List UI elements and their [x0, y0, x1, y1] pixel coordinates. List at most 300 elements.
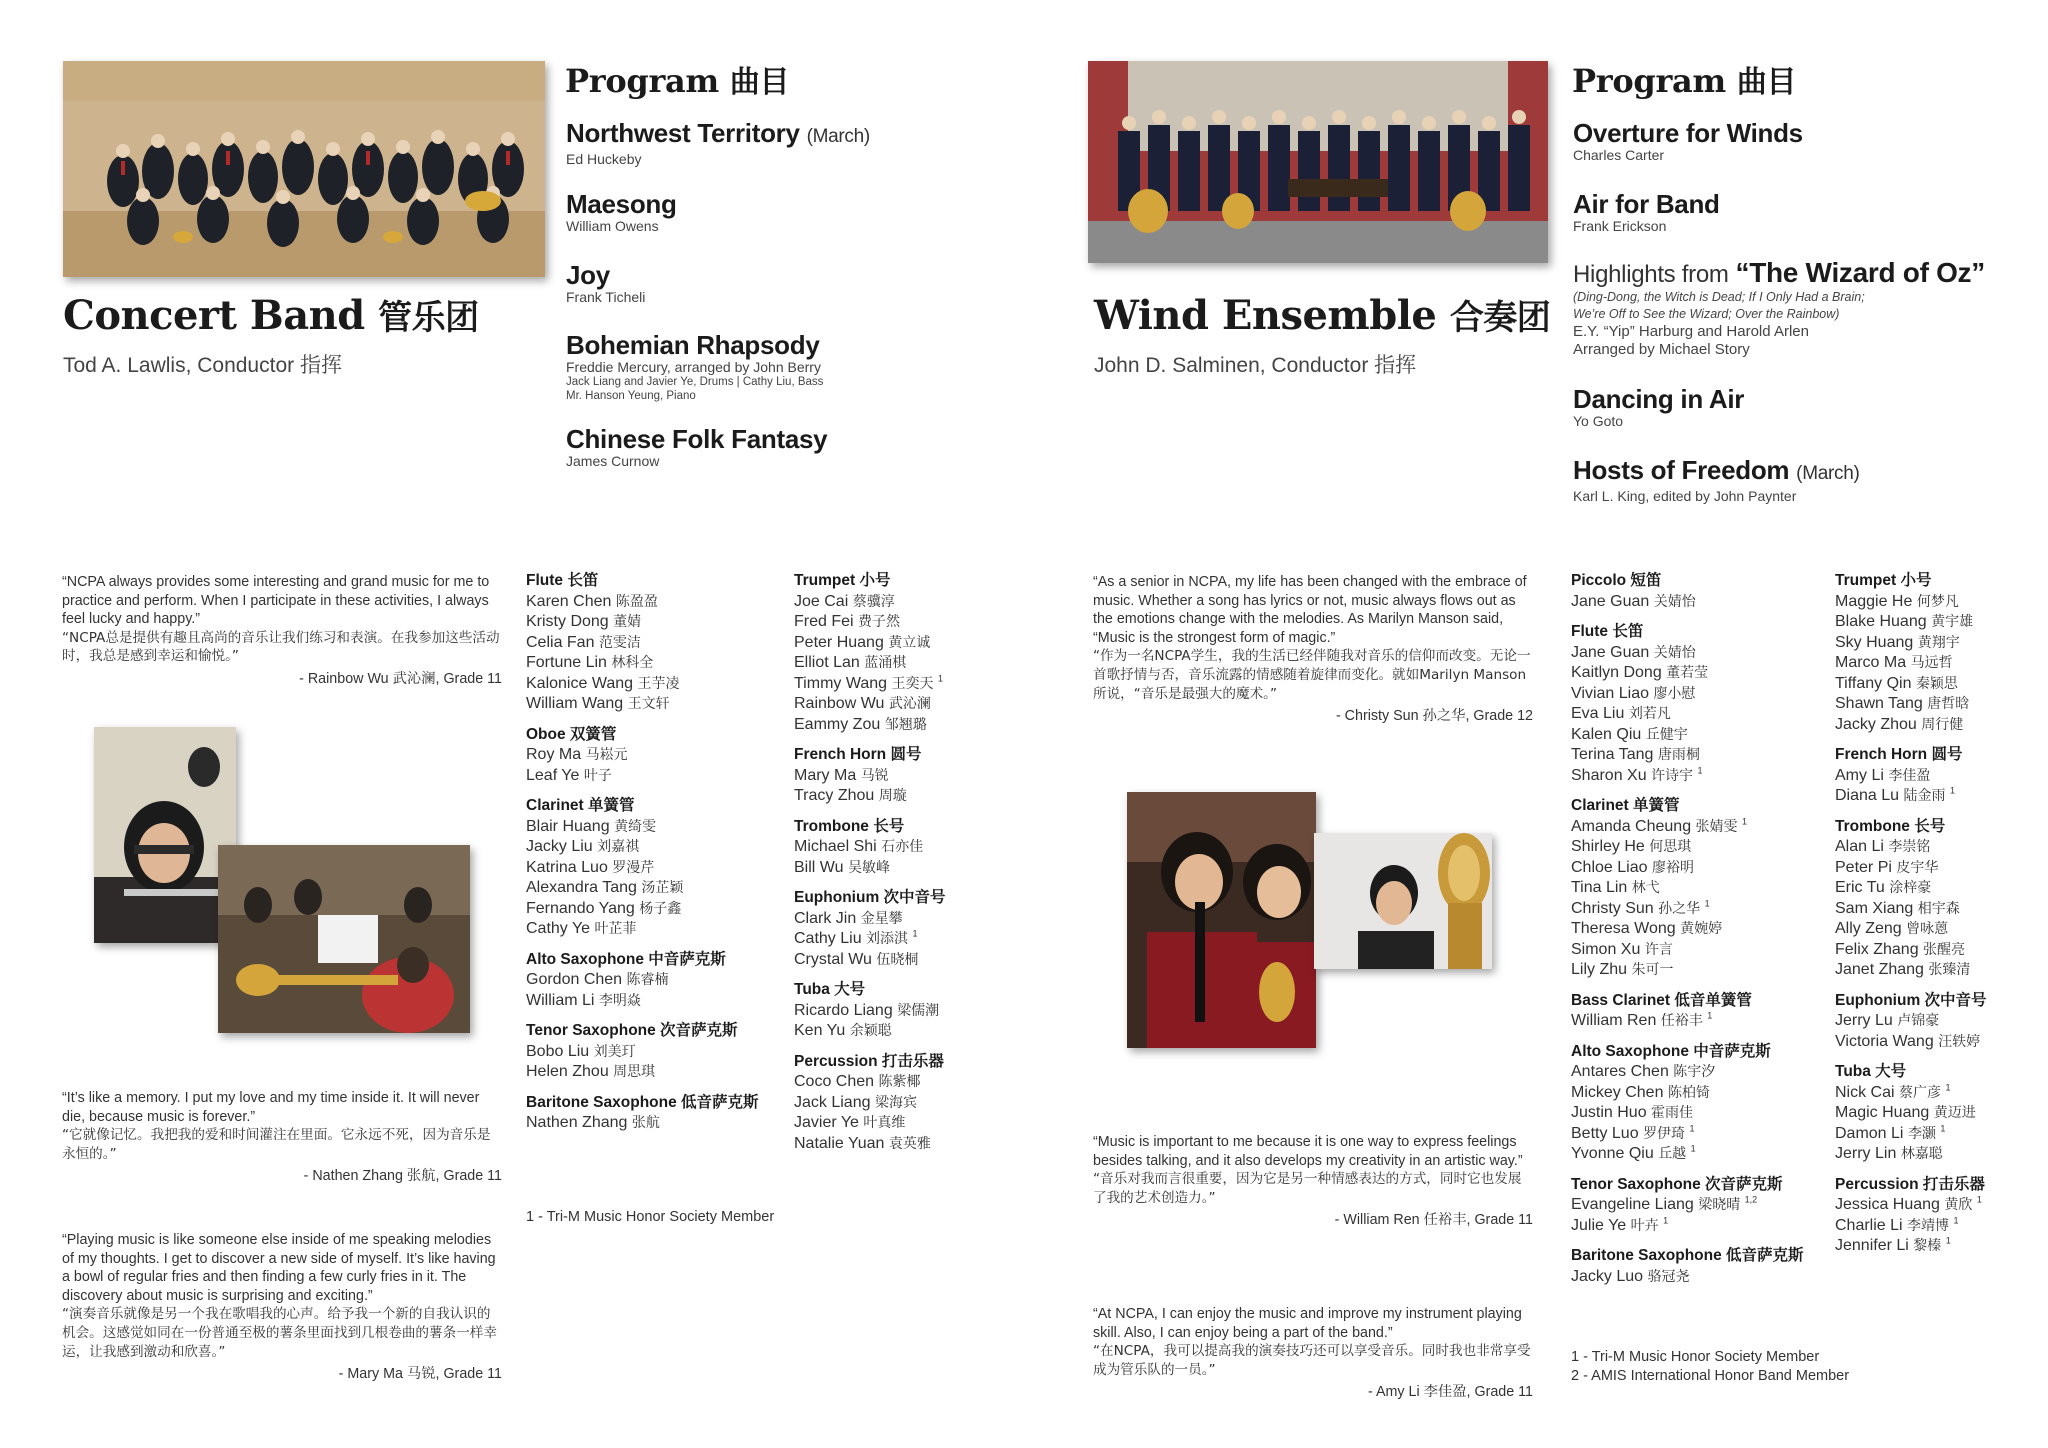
- instrument-heading: French Horn 圆号: [794, 746, 922, 763]
- member-name: Jessica Huang: [1835, 1196, 1940, 1213]
- member-name-zh: 张醒亮: [1923, 941, 1966, 958]
- honor-footnote-marker: 1: [1953, 1215, 1959, 1226]
- member-name-zh: 叶卉: [1630, 1217, 1659, 1234]
- member-name-zh: 王文轩: [627, 696, 670, 712]
- member-name: Cathy Liu: [794, 930, 862, 947]
- member-name: Chloe Liao: [1571, 858, 1648, 876]
- instrument-heading: Tenor Saxophone 次音萨克斯: [1571, 1175, 1783, 1193]
- member-name: Blake Huang: [1835, 613, 1927, 630]
- member-entry: [794, 1001, 1054, 1022]
- piece-suffix: (March): [806, 126, 870, 147]
- member-name: Rainbow Wu: [794, 695, 885, 712]
- member-name-zh: 梁儒潮: [897, 1002, 940, 1019]
- honor-footnote-marker: 1: [1945, 1082, 1951, 1093]
- wind-program-heading: [1572, 57, 1796, 101]
- member-entry: [1571, 899, 1831, 920]
- honor-footnote-marker: 1: [1704, 898, 1710, 909]
- member-entry: [1835, 858, 2045, 879]
- wind-footnote-2: 2 - AMIS International Honor Band Member: [1571, 1368, 1850, 1384]
- member-name-zh: 王奕天: [891, 675, 934, 692]
- wind-piece-3: [1573, 259, 1985, 359]
- member-entry: [1835, 1236, 2045, 1257]
- piece-title: Chinese Folk Fantasy: [566, 424, 828, 454]
- wind-ensemble-conductor: John D. Salminen, Conductor 指挥: [1094, 354, 1417, 377]
- roster-section: [526, 571, 786, 715]
- member-entry: [1571, 1267, 1831, 1288]
- member-name-zh: 周行健: [1921, 716, 1964, 733]
- member-name-zh: 相宇森: [1917, 900, 1960, 917]
- member-name-zh: 霍雨佳: [1651, 1105, 1694, 1121]
- member-name-zh: 关婧怡: [1653, 593, 1696, 610]
- quote-english: “It’s like a memory. I put my love and my time inside it. It will never die, because music is forever.”: [62, 1090, 480, 1125]
- member-name-zh: 廖裕明: [1651, 859, 1694, 876]
- honor-footnote-marker: 1: [1689, 1123, 1695, 1134]
- member-entry: [794, 837, 1054, 858]
- instrument-heading: Bass Clarinet 低音单簧管: [1571, 991, 1752, 1009]
- member-name: Jane Guan: [1571, 643, 1650, 661]
- member-entry: [1571, 1144, 1831, 1165]
- member-name: Sharon Xu: [1571, 766, 1647, 784]
- member-name-zh: 丘健宇: [1645, 726, 1688, 743]
- member-name-zh: 李明焱: [598, 992, 641, 1009]
- member-entry: [794, 653, 1054, 674]
- piece-title: Joy: [566, 260, 610, 290]
- member-name: Roy Ma: [526, 746, 582, 763]
- member-name-zh: 蓝涌棋: [864, 655, 907, 671]
- member-name: Peter Huang: [794, 633, 884, 651]
- member-name: Peter Pi: [1835, 858, 1892, 876]
- quote-chinese: “在NCPA，我可以提高我的演奏技巧还可以享受音乐。同时我也非常享受成为管乐队的一员。”: [1093, 1343, 1531, 1378]
- roster-section: [526, 796, 786, 940]
- member-name-zh: 汤芷颖: [641, 880, 684, 896]
- wind-quote-2: [1093, 1133, 1533, 1230]
- instrument-heading: Alto Saxophone 中音萨克斯: [526, 950, 726, 968]
- member-name: Amanda Cheung: [1571, 817, 1692, 835]
- member-name: Justin Huo: [1571, 1104, 1647, 1121]
- member-entry: [526, 837, 786, 858]
- instrument-heading: Piccolo 短笛: [1571, 572, 1662, 589]
- member-name: Ken Yu: [794, 1022, 846, 1039]
- member-name-zh: 袁英雅: [888, 1135, 931, 1152]
- member-entry: [1571, 1195, 1831, 1216]
- member-name-zh: 周思琪: [613, 1064, 656, 1080]
- member-entry: [1571, 878, 1831, 899]
- piece-composer: Karl L. King, edited by John Paynter: [1573, 488, 1797, 504]
- roster-section: [794, 571, 1054, 735]
- piece-title: [1573, 259, 1985, 289]
- piece-composer: Frank Ticheli: [566, 289, 646, 305]
- quote-attribution: - Nathen Zhang 张航, Grade 11: [303, 1168, 502, 1185]
- wind-roster-col-1: [1571, 571, 1831, 1297]
- roster-section: [526, 950, 786, 1012]
- member-name: Helen Zhou: [526, 1063, 609, 1080]
- member-name-zh: 黎榛: [1913, 1238, 1942, 1254]
- concert-band-title: [63, 290, 479, 339]
- member-name-zh: 孙之华: [1658, 900, 1701, 917]
- member-name: Vivian Liao: [1571, 684, 1649, 702]
- member-name: Mary Ma: [794, 766, 857, 784]
- roster-section: [1571, 1042, 1831, 1165]
- member-entry: [1571, 725, 1831, 746]
- concert-band-title-en: Concert Band: [63, 292, 365, 339]
- member-name: Evangeline Liang: [1571, 1196, 1694, 1213]
- member-entry: [1835, 1032, 2045, 1053]
- member-entry: [794, 1072, 1054, 1093]
- piece-title: Dancing in Air: [1573, 384, 1745, 414]
- piece-title-main: “The Wizard of Oz”: [1735, 257, 1985, 288]
- member-name: Jennifer Li: [1835, 1237, 1909, 1254]
- quote-english: “Playing music is like someone else inside of me speaking melodies of my thoughts. I get to discover a new side of myself. It’s like having a bowl of regular fries and then finding a few curly fries in it. The discovery about music is surprising and exciting.”: [62, 1232, 496, 1304]
- piece-arranger: Arranged by Michael Story: [1573, 341, 1750, 358]
- roster-section: [794, 888, 1054, 970]
- member-entry: [1835, 1011, 2045, 1032]
- member-name-zh: 廖小慰: [1653, 685, 1696, 702]
- roster-section: [1571, 1246, 1831, 1287]
- roster-section: [1571, 796, 1831, 981]
- member-name-zh: 许言: [1644, 941, 1673, 958]
- wind-quote-3: [1093, 1305, 1533, 1402]
- member-name: Blair Huang: [526, 817, 610, 835]
- member-name: Elliot Lan: [794, 654, 860, 671]
- member-entry: [526, 694, 786, 715]
- piece-songs: We’re Off to See the Wizard; Over the Rainbow): [1573, 307, 1840, 321]
- member-entry: [794, 694, 1054, 715]
- member-name: Clark Jin: [794, 909, 857, 927]
- instrument-heading: Alto Saxophone 中音萨克斯: [1571, 1042, 1771, 1060]
- member-entry: [526, 970, 786, 991]
- honor-footnote-marker: 1: [1949, 785, 1955, 796]
- member-name-zh: 蔡广彦: [1899, 1084, 1942, 1101]
- member-name: Felix Zhang: [1835, 940, 1919, 958]
- honor-footnote-marker: 1: [937, 673, 943, 684]
- roster-section: [1835, 571, 2045, 735]
- instrument-heading: Trombone 长号: [1835, 817, 1946, 835]
- member-entry: [1835, 1144, 2045, 1165]
- member-entry: [526, 1113, 786, 1134]
- member-name: Bobo Liu: [526, 1042, 590, 1060]
- member-entry: [1835, 592, 2045, 613]
- member-name: Charlie Li: [1835, 1216, 1903, 1234]
- instrument-heading: Percussion 打击乐器: [1835, 1175, 1985, 1193]
- piece-credit: Mr. Hanson Yeung, Piano: [566, 390, 696, 402]
- member-entry: [794, 592, 1054, 613]
- member-entry: [1571, 1124, 1831, 1145]
- member-entry: [1835, 899, 2045, 920]
- instrument-heading: Percussion 打击乐器: [794, 1052, 944, 1070]
- member-name-zh: 马崧元: [585, 747, 628, 763]
- member-entry: [526, 1062, 786, 1083]
- member-name: Betty Luo: [1571, 1124, 1639, 1142]
- member-entry: [526, 674, 786, 695]
- honor-footnote-marker: 1,2: [1744, 1194, 1758, 1205]
- member-name-zh: 陈盈盈: [615, 593, 658, 610]
- concert-roster-col-1: [526, 571, 786, 1144]
- member-name: Lily Zhu: [1571, 961, 1628, 978]
- member-entry: [526, 858, 786, 879]
- member-name: Christy Sun: [1571, 899, 1654, 917]
- quote-attribution: - Christy Sun 孙之华, Grade 12: [1335, 708, 1533, 725]
- member-name: Ally Zeng: [1835, 920, 1902, 937]
- member-name: Jerry Lu: [1835, 1012, 1893, 1029]
- roster-section: [1571, 991, 1831, 1032]
- instrument-heading: Tenor Saxophone 次音萨克斯: [526, 1022, 738, 1039]
- member-name: Maggie He: [1835, 592, 1913, 610]
- roster-section: [1835, 1175, 2045, 1257]
- piece-title: Northwest Territory (March): [566, 118, 870, 148]
- member-name-zh: 蔡骥淳: [852, 593, 895, 610]
- member-entry: [1835, 715, 2045, 736]
- member-name: Amy Li: [1835, 766, 1884, 784]
- instrument-heading: Tuba 大号: [1835, 1063, 1907, 1080]
- concert-footnote: 1 - Tri-M Music Honor Society Member: [526, 1209, 775, 1225]
- concert-piece-3: [566, 261, 645, 305]
- roster-section: [1835, 1062, 2045, 1165]
- member-entry: [794, 1134, 1054, 1155]
- member-name: Katrina Luo: [526, 858, 608, 876]
- quote-chinese: “演奏音乐就像是另一个我在歌唱我的心声。给予我一个新的自我认识的机会。这感觉如同在一份普通至极的薯条里面找到几根卷曲的薯条一样幸运，让我感到激动和欣喜。”: [62, 1306, 497, 1360]
- member-name: Janet Zhang: [1835, 961, 1924, 978]
- member-name-zh: 董婧: [613, 614, 642, 630]
- member-name-zh: 秦颖思: [1915, 675, 1958, 692]
- piece-title-prefix: Highlights from: [1573, 261, 1729, 288]
- member-name: Eric Tu: [1835, 879, 1885, 896]
- member-entry: [1835, 674, 2045, 695]
- concert-band-group-photo: [63, 61, 545, 277]
- piece-songs: (Ding-Dong, the Witch is Dead; If I Only Had a Brain;: [1573, 290, 1865, 304]
- member-name-zh: 林嘉聪: [1900, 1146, 1943, 1162]
- member-entry: [794, 1113, 1054, 1134]
- member-entry: [1835, 653, 2045, 674]
- flute-player-photo: [94, 727, 236, 943]
- roster-section: [794, 745, 1054, 807]
- member-entry: [794, 1093, 1054, 1114]
- wind-quote-1: [1093, 573, 1533, 726]
- member-name-zh: 余颖聪: [849, 1023, 892, 1039]
- member-entry: [794, 612, 1054, 633]
- member-entry: [526, 919, 786, 940]
- clarinet-player-photo: [1127, 792, 1316, 1048]
- trombone-rehearsal-photo: [218, 845, 470, 1033]
- member-entry: [526, 745, 786, 766]
- member-name-zh: 叶芷菲: [594, 921, 637, 937]
- member-name: Diana Lu: [1835, 787, 1900, 804]
- instrument-heading: Baritone Saxophone 低音萨克斯: [526, 1093, 759, 1111]
- member-name: Cathy Ye: [526, 920, 591, 937]
- member-name: Kalen Qiu: [1571, 725, 1642, 743]
- member-entry: [1571, 766, 1831, 787]
- roster-section: [794, 980, 1054, 1042]
- member-name-zh: 唐雨桐: [1657, 747, 1700, 763]
- member-name: Julie Ye: [1571, 1216, 1627, 1234]
- member-name-zh: 唐哲晗: [1927, 696, 1970, 712]
- member-entry: [794, 674, 1054, 695]
- member-entry: [794, 950, 1054, 971]
- member-name: Theresa Wong: [1571, 920, 1676, 937]
- honor-footnote-marker: 1: [1697, 765, 1703, 776]
- member-name-zh: 叶真维: [863, 1115, 906, 1131]
- member-name-zh: 石亦佳: [881, 839, 924, 855]
- member-name: Leaf Ye: [526, 766, 580, 784]
- piece-credit: Jack Liang and Javier Ye, Drums | Cathy Liu, Bass: [566, 376, 824, 388]
- member-name: Alexandra Tang: [526, 879, 637, 896]
- member-name: Marco Ma: [1835, 654, 1907, 671]
- member-name: William Wang: [526, 695, 624, 712]
- member-name-zh: 汪轶婷: [1938, 1033, 1981, 1050]
- concert-piece-2: [566, 190, 677, 234]
- roster-section: [526, 1021, 786, 1083]
- member-name: Fred Fei: [794, 613, 854, 630]
- member-name-zh: 黄欣: [1944, 1197, 1973, 1213]
- member-entry: [1835, 837, 2045, 858]
- member-name-zh: 李灏: [1907, 1125, 1936, 1142]
- member-name: Eammy Zou: [794, 715, 881, 733]
- member-entry: [1835, 1103, 2045, 1124]
- member-name: Nick Cai: [1835, 1083, 1895, 1101]
- piece-composer: Freddie Mercury, arranged by John Berry: [566, 359, 821, 375]
- concert-quote-2: [62, 1089, 502, 1186]
- wind-ensemble-group-photo: [1088, 61, 1548, 263]
- member-name: Michael Shi: [794, 838, 877, 855]
- piece-title: Air for Band: [1573, 189, 1720, 219]
- member-entry: [1571, 837, 1831, 858]
- honor-footnote-marker: 1: [1976, 1194, 1982, 1205]
- member-name-zh: 骆冠尧: [1647, 1268, 1690, 1285]
- quote-english: “Music is important to me because it is one way to express feelings besides talking, and it also develops my creativity in an artistic way.”: [1093, 1134, 1523, 1169]
- concert-program-heading: [565, 57, 789, 101]
- member-name-zh: 刘添淇: [866, 931, 909, 947]
- wind-ensemble-title: [1094, 290, 1550, 339]
- member-name: Kristy Dong: [526, 613, 609, 630]
- member-name-zh: 刘美玎: [593, 1043, 636, 1060]
- member-name: Antares Chen: [1571, 1063, 1669, 1080]
- member-name-zh: 梁海宾: [874, 1094, 917, 1111]
- member-entry: [526, 653, 786, 674]
- instrument-heading: Clarinet 单簧管: [1571, 797, 1680, 814]
- member-name-zh: 邹翘璐: [884, 716, 927, 733]
- wind-program-heading-zh: 曲目: [1736, 65, 1797, 100]
- member-entry: [526, 633, 786, 654]
- instrument-heading: Clarinet 单簧管: [526, 797, 635, 814]
- member-name: Karen Chen: [526, 592, 612, 610]
- member-entry: [526, 612, 786, 633]
- roster-section: [794, 1052, 1054, 1155]
- honor-footnote-marker: 1: [1690, 1143, 1696, 1154]
- instrument-heading: Trombone 长号: [794, 817, 905, 835]
- quote-english: “NCPA always provides some interesting and grand music for me to practice and perform. When I participate in these activities, I always feel lucky and happy.”: [62, 574, 490, 628]
- quote-attribution: - William Ren 任裕丰, Grade 11: [1334, 1212, 1533, 1229]
- member-name: Fortune Lin: [526, 654, 607, 671]
- member-name: Jacky Luo: [1571, 1267, 1644, 1285]
- quote-chinese: “它就像记忆。我把我的爱和时间灌注在里面。它永远不死，因为音乐是永恒的。”: [62, 1127, 491, 1162]
- concert-band-conductor: Tod A. Lawlis, Conductor 指挥: [63, 354, 342, 377]
- member-entry: [1571, 745, 1831, 766]
- member-name-zh: 黄翔宇: [1917, 634, 1960, 651]
- member-name-zh: 伍晓桐: [876, 951, 919, 968]
- member-name: Sam Xiang: [1835, 899, 1914, 917]
- concert-piece-1: [566, 119, 870, 167]
- instrument-heading: Trumpet 小号: [1835, 572, 1932, 589]
- member-name-zh: 关婧怡: [1653, 644, 1696, 661]
- member-name-zh: 黄迈进: [1933, 1105, 1976, 1121]
- honor-footnote-marker: 1: [912, 928, 918, 939]
- member-entry: [1835, 1124, 2045, 1145]
- member-name-zh: 吴敏峰: [847, 859, 890, 876]
- member-entry: [1571, 643, 1831, 664]
- member-entry: [1571, 817, 1831, 838]
- honor-footnote-marker: 1: [1940, 1123, 1946, 1134]
- member-name-zh: 黄宇雄: [1931, 614, 1974, 630]
- wind-piece-1: [1573, 119, 1803, 163]
- member-name-zh: 马远哲: [1910, 655, 1953, 671]
- member-entry: [526, 1042, 786, 1063]
- member-name-zh: 周璇: [878, 788, 907, 804]
- member-entry: [1571, 1011, 1831, 1032]
- member-name-zh: 卢锦豪: [1897, 1013, 1940, 1029]
- member-name-zh: 黄立诚: [888, 634, 931, 651]
- member-entry: [1835, 766, 2045, 787]
- member-name-zh: 罗漫芹: [612, 859, 655, 876]
- member-name: Yvonne Qiu: [1571, 1145, 1654, 1162]
- concert-band-title-zh: 管乐团: [378, 298, 479, 338]
- member-entry: [1835, 612, 2045, 633]
- member-name: Shawn Tang: [1835, 695, 1923, 712]
- member-name: Coco Chen: [794, 1073, 875, 1090]
- roster-section: [1571, 571, 1831, 612]
- member-entry: [794, 786, 1054, 807]
- piece-composer: E.Y. “Yip” Harburg and Harold Arlen: [1573, 323, 1809, 340]
- instrument-heading: Oboe 双簧管: [526, 725, 617, 743]
- member-name: Kaitlyn Dong: [1571, 664, 1662, 681]
- member-entry: [1571, 1216, 1831, 1237]
- member-entry: [794, 929, 1054, 950]
- member-entry: [794, 1021, 1054, 1042]
- member-entry: [1835, 878, 2045, 899]
- member-name: Kalonice Wang: [526, 674, 634, 692]
- member-name: Sky Huang: [1835, 633, 1914, 651]
- member-entry: [1835, 940, 2045, 961]
- member-name-zh: 王芋凌: [637, 675, 680, 692]
- member-name-zh: 刘嘉祺: [597, 839, 640, 855]
- honor-footnote-marker: 1: [1707, 1010, 1713, 1021]
- concert-roster-col-2: [794, 571, 1054, 1164]
- quote-english: “At NCPA, I can enjoy the music and improve my instrument playing skill. Also, I can enjoy being a part of the band.”: [1093, 1306, 1522, 1341]
- member-name: Jacky Zhou: [1835, 715, 1917, 733]
- member-name-zh: 李佳盈: [1888, 767, 1931, 784]
- roster-section: [794, 817, 1054, 879]
- roster-section: [1571, 622, 1831, 786]
- member-name: Ricardo Liang: [794, 1001, 893, 1019]
- member-entry: [1835, 786, 2045, 807]
- member-name: Jerry Lin: [1835, 1145, 1897, 1162]
- member-name: Tiffany Qin: [1835, 674, 1912, 692]
- member-name-zh: 董若莹: [1666, 665, 1709, 681]
- member-name-zh: 何梦凡: [1916, 593, 1959, 610]
- member-entry: [1835, 1195, 2045, 1216]
- member-name-zh: 马锐: [860, 767, 889, 784]
- concert-piece-5: [566, 425, 827, 469]
- member-entry: [1571, 704, 1831, 725]
- member-name: William Ren: [1571, 1012, 1657, 1029]
- instrument-heading: Euphonium 次中音号: [794, 889, 946, 906]
- member-name-zh: 陆金雨: [1903, 788, 1946, 804]
- quote-attribution: - Amy Li 李佳盈, Grade 11: [1368, 1384, 1533, 1401]
- member-name: Victoria Wang: [1835, 1032, 1934, 1050]
- member-entry: [1571, 663, 1831, 684]
- member-name-zh: 金星攀: [860, 910, 903, 927]
- wind-piece-5: [1573, 456, 1860, 504]
- member-entry: [1571, 919, 1831, 940]
- roster-section: [1835, 745, 2045, 807]
